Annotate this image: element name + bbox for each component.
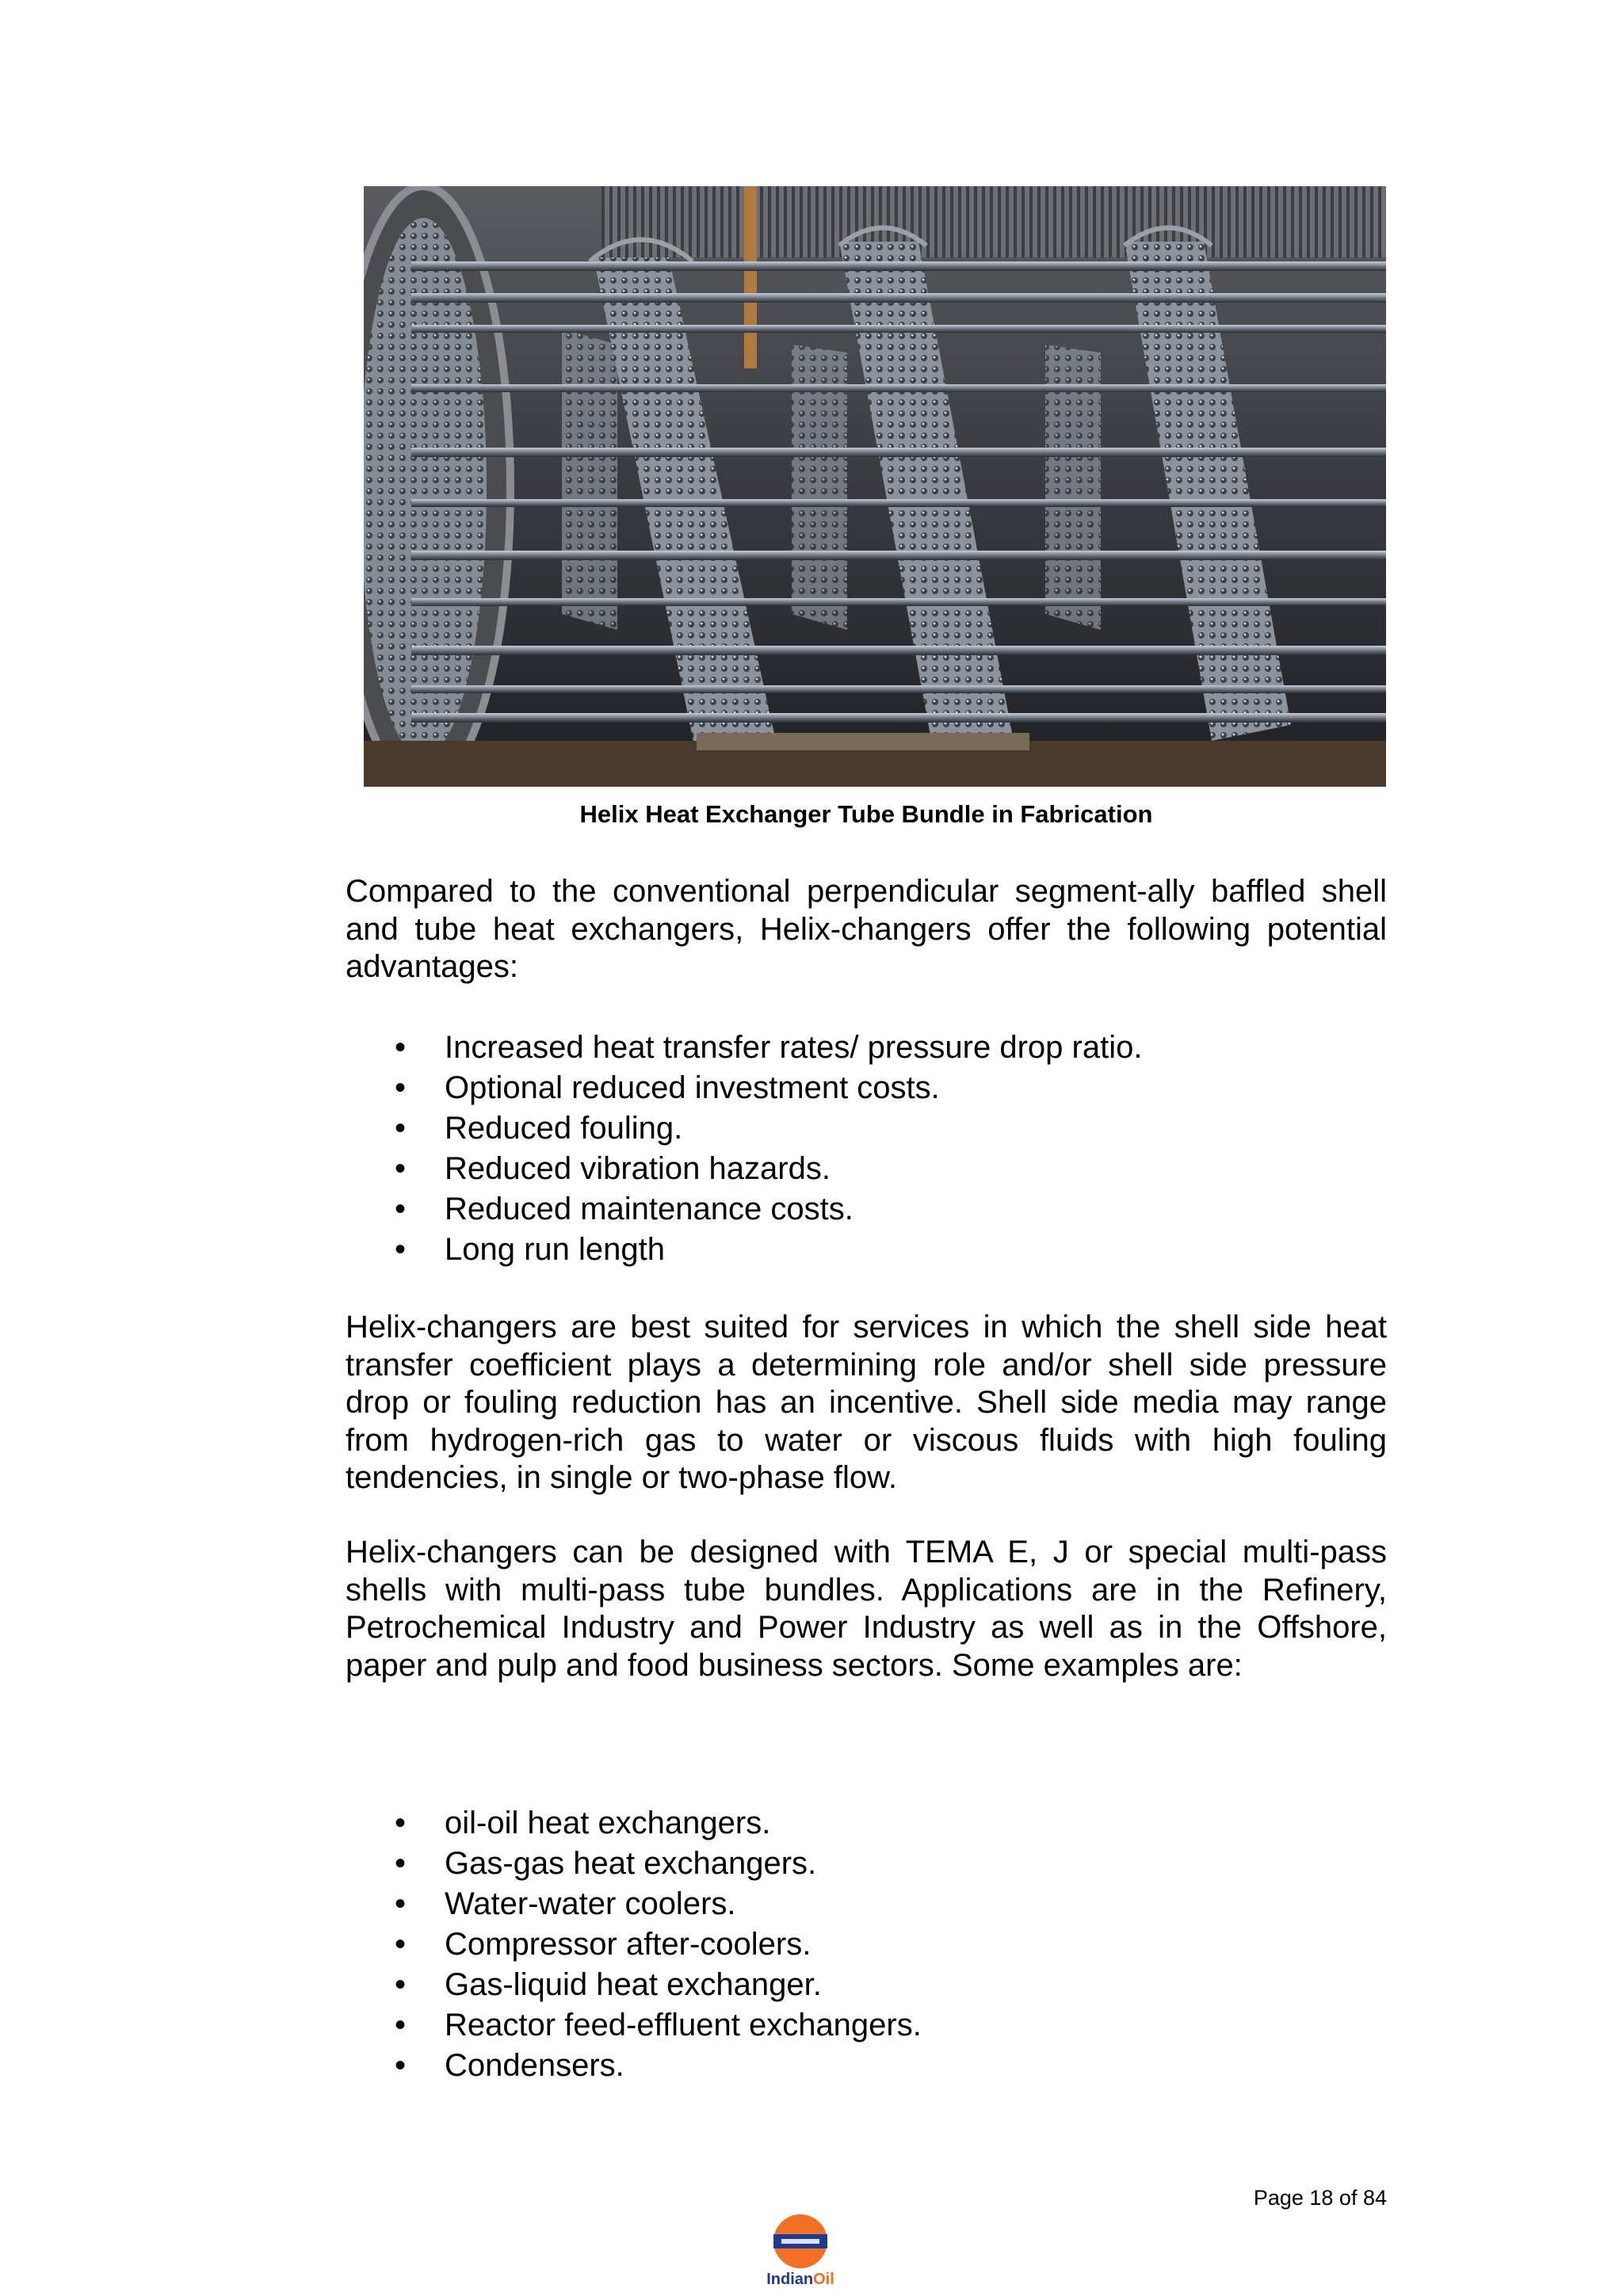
list-item: • Compressor after-coolers. xyxy=(346,1924,1387,1965)
intro-paragraph: Compared to the conventional perpendicular segment-ally baffled shell and tube heat exchangers, Helix-changers offer the following potential advantages: xyxy=(346,874,1387,984)
list-item: • Water-water coolers. xyxy=(346,1884,1387,1924)
bullet-icon: • xyxy=(395,1806,407,1840)
bullet-icon: • xyxy=(395,2008,407,2042)
bullet-icon: • xyxy=(395,1886,407,1921)
list-item: • Increased heat transfer rates/ pressure drop ratio. xyxy=(346,1028,1387,1068)
bullet-icon: • xyxy=(395,1967,407,2002)
list-item: • Reduced fouling. xyxy=(346,1108,1387,1149)
bullet-icon: • xyxy=(395,1070,407,1105)
bullet-icon: • xyxy=(395,1846,407,1881)
list-item: • Gas-liquid heat exchanger. xyxy=(346,1965,1387,2005)
photo-illustration xyxy=(364,186,1386,787)
bullet-icon: • xyxy=(395,1232,407,1267)
list-item: • oil-oil heat exchangers. xyxy=(346,1803,1387,1844)
advantages-list xyxy=(346,1028,1387,1270)
helix-tube-bundle-photo xyxy=(364,186,1386,787)
bullet-icon: • xyxy=(395,1927,407,1962)
logo-wordmark: IndianOil xyxy=(766,2271,834,2288)
indianoil-logo xyxy=(761,2213,840,2292)
list-item: • Condensers. xyxy=(346,2046,1387,2086)
list-item: • Reactor feed-effluent exchangers. xyxy=(346,2005,1387,2046)
list-item: • Reduced maintenance costs. xyxy=(346,1189,1387,1230)
services-paragraph: Helix-changers are best suited for services in which the shell side heat transfer coefficient plays a determining role and/or shell side pressure drop or fouling reduction has an incentive. Shell side media may range from hydrogen-rich gas to water or viscous fluids with high fouling tendencies, in single or two-phase flow. xyxy=(346,1310,1387,1495)
bullet-icon: • xyxy=(395,1151,407,1186)
applications-paragraph: Helix-changers can be designed with TEMA E, J or special multi-pass shells with multi-pass tube bundles. Applications are in the Refinery, Petrochemical Industry and Power Industry as well as in the Offshore, paper and pulp and food business sectors. Some examples are: xyxy=(346,1535,1387,1683)
indianoil-logo-icon xyxy=(772,2213,829,2270)
bullet-icon: • xyxy=(395,2048,407,2083)
bullet-icon: • xyxy=(395,1111,407,1146)
figure-caption: Helix Heat Exchanger Tube Bundle in Fabrication xyxy=(579,800,1153,828)
list-item: • Optional reduced investment costs. xyxy=(346,1068,1387,1108)
list-item: • Reduced vibration hazards. xyxy=(346,1149,1387,1189)
bullet-icon: • xyxy=(395,1030,407,1065)
page-number: Page 18 of 84 xyxy=(1253,2186,1387,2210)
bullet-icon: • xyxy=(395,1192,407,1226)
list-item: • Gas-gas heat exchangers. xyxy=(346,1844,1387,1884)
examples-list xyxy=(346,1803,1387,2086)
list-item: • Long run length xyxy=(346,1230,1387,1270)
